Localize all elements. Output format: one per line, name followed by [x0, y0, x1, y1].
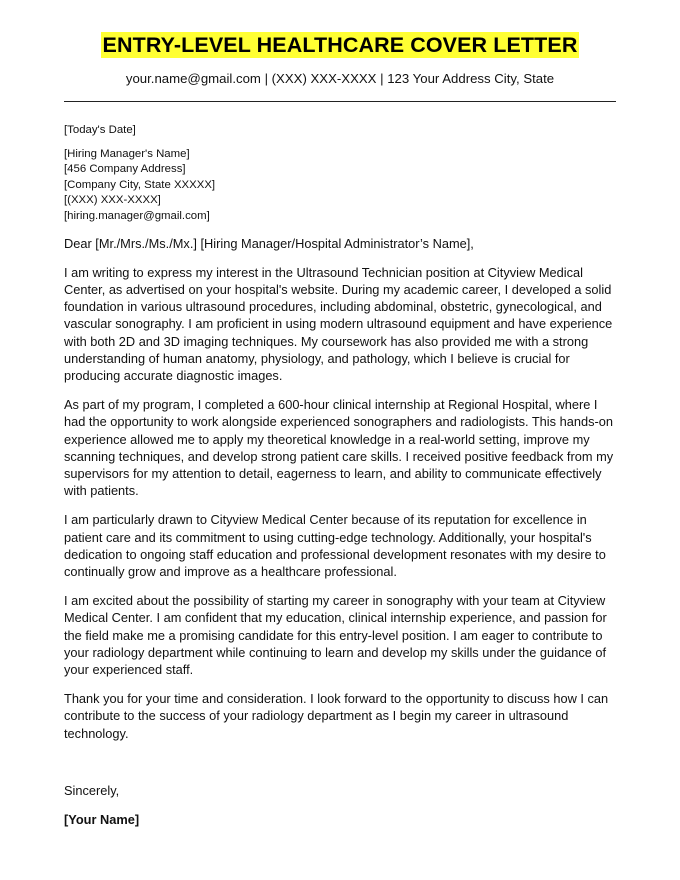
- signature-name: [Your Name]: [64, 812, 140, 828]
- body-paragraph-5: Thank you for your time and consideration. I look forward to the opportunity to discuss how I can contribute to the success of your radiology department as I begin my career in ultrasound technology.: [64, 691, 609, 741]
- recipient-name: [Hiring Manager's Name]: [64, 147, 190, 160]
- recipient-email: [hiring.manager@gmail.com]: [64, 209, 210, 222]
- salutation: Dear [Mr./Mrs./Ms./Mx.] [Hiring Manager/Hospital Administrator’s Name],: [64, 235, 474, 251]
- letter-date: [Today's Date]: [64, 124, 136, 136]
- contact-line: your.name@gmail.com | (XXX) XXX-XXXX | 123 Your Address City, State: [125, 71, 555, 86]
- body-paragraph-4: I am excited about the possibility of starting my career in sonography with your team at Cityview Medical Center. I am confident that my education, clinical internship experience, and passion for the field make me a promising candidate for this entry-level position. I am eager to contribute to your radiology department while continuing to learn and develop my skills under the guidance of your experienced staff.: [64, 593, 607, 678]
- letter-title: ENTRY-LEVEL HEALTHCARE COVER LETTER: [102, 33, 578, 57]
- recipient-city-state: [Company City, State XXXXX]: [64, 178, 216, 191]
- header-divider: [64, 101, 616, 102]
- recipient-phone: [(XXX) XXX-XXXX]: [64, 194, 161, 207]
- recipient-company-address: [456 Company Address]: [64, 163, 186, 176]
- body-paragraph-1: I am writing to express my interest in the Ultrasound Technician position at Cityview Medical Center, as advertised on your hospital's website. During my academic career, I developed a solid foundation in various ultrasound procedures, including abdominal, obstetric, gynecological, and vascular sonography. I am proficient in using modern ultrasound equipment and have experience with both 2D and 3D imaging techniques. My coursework has also provided me with a strong understanding of human anatomy, physiology, and pathology, which I believe is crucial for producing accurate diagnostic images.: [64, 264, 613, 383]
- body-paragraph-3: I am particularly drawn to Cityview Medical Center because of its reputation for excellence in patient care and its commitment to using cutting-edge technology. Additionally, your hospital's dedication to ongoing staff education and professional development resonates with my desire to continually grow and improve as a healthcare professional.: [64, 512, 606, 580]
- body-paragraph-2: As part of my program, I completed a 600-hour clinical internship at Regional Hospital, where I had the opportunity to work alongside experienced sonographers and radiologists. This hands-on experience allowed me to apply my theoretical knowledge in a real-world setting, improve my scanning techniques, and develop strong patient care skills. I received positive feedback from my supervisors for my attention to detail, eagerness to learn, and ability to communicate effectively with patients.: [64, 397, 614, 499]
- recipient-address: [64, 147, 616, 225]
- letter-header: [64, 0, 616, 87]
- closing: Sincerely,: [64, 782, 120, 798]
